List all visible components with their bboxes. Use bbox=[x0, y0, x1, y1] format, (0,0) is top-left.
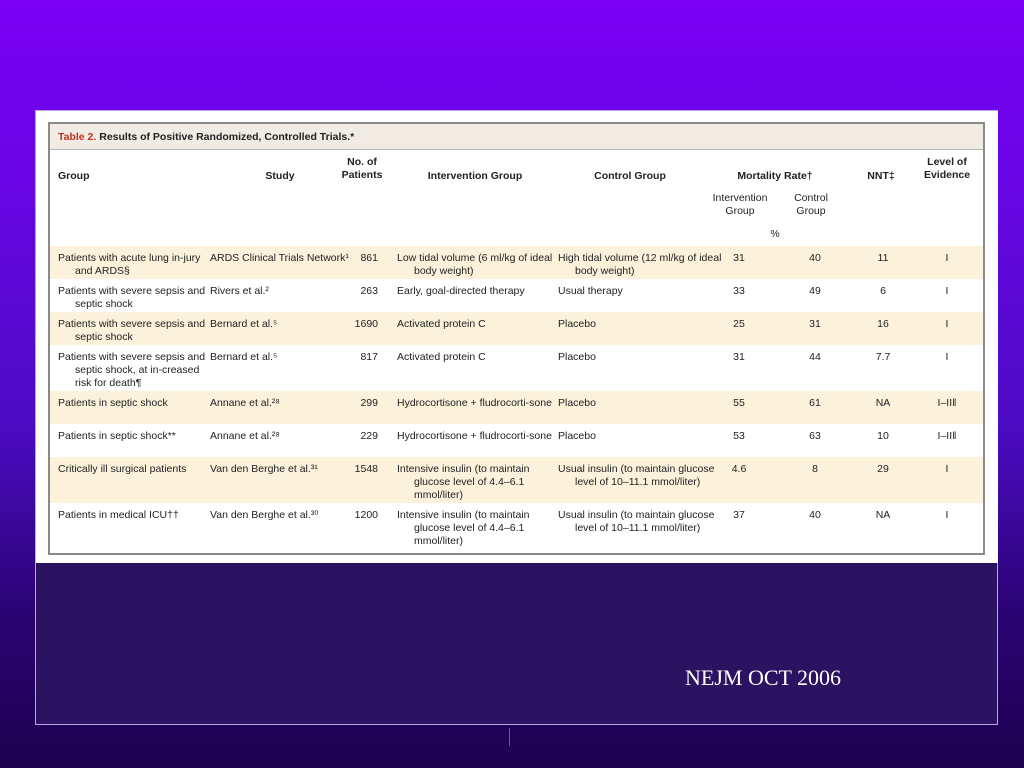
bottom-divider bbox=[509, 728, 510, 746]
cell-study: Rivers et al.² bbox=[210, 285, 269, 297]
cell-patients: 263 bbox=[360, 285, 378, 297]
table-number: Table 2. bbox=[58, 131, 97, 143]
table-frame bbox=[48, 122, 985, 555]
cell-mortality-control: 8 bbox=[812, 463, 818, 475]
header-nnt: NNT‡ bbox=[867, 170, 895, 182]
cell-control: Placebo bbox=[558, 397, 596, 409]
cell-patients: 861 bbox=[360, 252, 378, 264]
cell-patients: 817 bbox=[360, 351, 378, 363]
cell-control: Usual therapy bbox=[558, 285, 623, 297]
cell-evidence: I bbox=[945, 463, 949, 475]
cell-intervention: Activated protein C bbox=[397, 351, 486, 363]
cell-patients: 1200 bbox=[354, 509, 378, 521]
cell-study: Van den Berghe et al.³¹ bbox=[210, 463, 318, 475]
cell-patients: 1548 bbox=[354, 463, 378, 475]
header-group: Group bbox=[58, 170, 90, 182]
cell-nnt: 10 bbox=[877, 430, 889, 442]
cell-mortality-intervention: 25 bbox=[733, 318, 745, 330]
source-note: NEJM OCT 2006 bbox=[685, 665, 842, 690]
cell-mortality-control: 49 bbox=[809, 285, 821, 297]
cell-mortality-intervention: 55 bbox=[733, 397, 745, 409]
cell-intervention: Intensive insulin (to maintain glucose level of 4.4–6.1 mmol/liter) bbox=[397, 509, 530, 547]
cell-intervention: Early, goal-directed therapy bbox=[397, 285, 525, 297]
cell-patients: 1690 bbox=[354, 318, 378, 330]
table-row bbox=[50, 391, 983, 424]
cell-mortality-intervention: 33 bbox=[733, 285, 745, 297]
cell-study: Bernard et al.⁵ bbox=[210, 351, 278, 363]
cell-nnt: 29 bbox=[877, 463, 889, 475]
cell-study: Annane et al.²⁸ bbox=[210, 397, 280, 409]
cell-mortality-intervention: 37 bbox=[733, 509, 745, 521]
cell-nnt: 7.7 bbox=[875, 351, 891, 363]
cell-group: Patients in septic shock bbox=[58, 397, 168, 409]
cell-control: Usual insulin (to maintain glucose level of 10–11.1 mmol/liter) bbox=[558, 463, 715, 488]
cell-mortality-control: 44 bbox=[809, 351, 821, 363]
cell-nnt: 11 bbox=[877, 252, 889, 264]
cell-intervention: Hydrocortisone + fludrocorti-sone bbox=[397, 430, 552, 442]
cell-evidence: I bbox=[945, 351, 949, 363]
cell-mortality-control: 40 bbox=[809, 252, 821, 264]
table-row bbox=[50, 246, 983, 279]
cell-evidence: I bbox=[945, 318, 949, 330]
table-row bbox=[50, 279, 983, 312]
table-row bbox=[50, 312, 983, 345]
header-evidence: Level of Evidence bbox=[923, 156, 971, 181]
cell-mortality-control: 31 bbox=[809, 318, 821, 330]
cell-mortality-control: 61 bbox=[809, 397, 821, 409]
table-row bbox=[50, 457, 983, 503]
cell-evidence: I bbox=[945, 285, 949, 297]
cell-mortality-intervention: 53 bbox=[733, 430, 745, 442]
header-intervention: Intervention Group bbox=[427, 170, 523, 182]
cell-group: Critically ill surgical patients bbox=[58, 463, 187, 475]
cell-intervention: Low tidal volume (6 ml/kg of ideal body weight) bbox=[397, 252, 553, 277]
cell-group: Patients with acute lung in-jury and ARDS§ bbox=[58, 252, 201, 277]
cell-evidence: I bbox=[945, 252, 949, 264]
cell-group: Patients with severe sepsis and septic shock bbox=[58, 285, 206, 310]
header-patients: No. of Patients bbox=[341, 156, 383, 181]
header-mortality-control: Control Group bbox=[794, 192, 828, 217]
cell-nnt: NA bbox=[875, 397, 891, 409]
cell-intervention: Intensive insulin (to maintain glucose level of 4.4–6.1 mmol/liter) bbox=[397, 463, 530, 501]
table-row bbox=[50, 503, 983, 549]
header-control: Control Group bbox=[594, 170, 666, 182]
cell-control: Usual insulin (to maintain glucose level of 10–11.1 mmol/liter) bbox=[558, 509, 715, 534]
cell-intervention: Hydrocortisone + fludrocorti-sone bbox=[397, 397, 552, 409]
cell-nnt: 6 bbox=[880, 285, 886, 297]
cell-study: ARDS Clinical Trials Network¹ bbox=[210, 252, 349, 264]
cell-group: Patients in medical ICU†† bbox=[58, 509, 179, 521]
cell-evidence: I bbox=[945, 509, 949, 521]
cell-study: Bernard et al.⁵ bbox=[210, 318, 278, 330]
table-row bbox=[50, 424, 983, 457]
cell-group: Patients with severe sepsis and septic shock bbox=[58, 318, 206, 343]
cell-group: Patients in septic shock** bbox=[58, 430, 176, 442]
cell-mortality-intervention: 4.6 bbox=[731, 463, 747, 475]
cell-nnt: NA bbox=[875, 509, 891, 521]
cell-patients: 299 bbox=[360, 397, 378, 409]
cell-intervention: Activated protein C bbox=[397, 318, 486, 330]
cell-control: High tidal volume (12 ml/kg of ideal body weight) bbox=[558, 252, 722, 277]
cell-study: Van den Berghe et al.³⁰ bbox=[210, 509, 319, 521]
cell-mortality-control: 63 bbox=[809, 430, 821, 442]
cell-control: Placebo bbox=[558, 351, 596, 363]
cell-control: Placebo bbox=[558, 318, 596, 330]
cell-control: Placebo bbox=[558, 430, 596, 442]
cell-mortality-control: 40 bbox=[809, 509, 821, 521]
cell-evidence: I–II‖ bbox=[937, 397, 957, 409]
table-caption: Results of Positive Randomized, Controlled Trials.* bbox=[96, 131, 355, 143]
header-mortality-intervention: Intervention Group bbox=[712, 192, 768, 217]
cell-group: Patients with severe sepsis and septic shock, at in-creased risk for death¶ bbox=[58, 351, 206, 389]
header-study: Study bbox=[265, 170, 295, 182]
cell-patients: 229 bbox=[360, 430, 378, 442]
cell-study: Annane et al.²⁸ bbox=[210, 430, 280, 442]
header-mortality-unit: % bbox=[770, 228, 780, 240]
cell-nnt: 16 bbox=[877, 318, 889, 330]
table-image bbox=[36, 111, 998, 563]
cell-evidence: I–II‖ bbox=[937, 430, 957, 442]
cell-mortality-intervention: 31 bbox=[733, 351, 745, 363]
table-title bbox=[50, 124, 983, 150]
cell-mortality-intervention: 31 bbox=[733, 252, 745, 264]
header-mortality: Mortality Rate† bbox=[737, 170, 813, 182]
table-row bbox=[50, 345, 983, 391]
table-header bbox=[50, 150, 983, 246]
